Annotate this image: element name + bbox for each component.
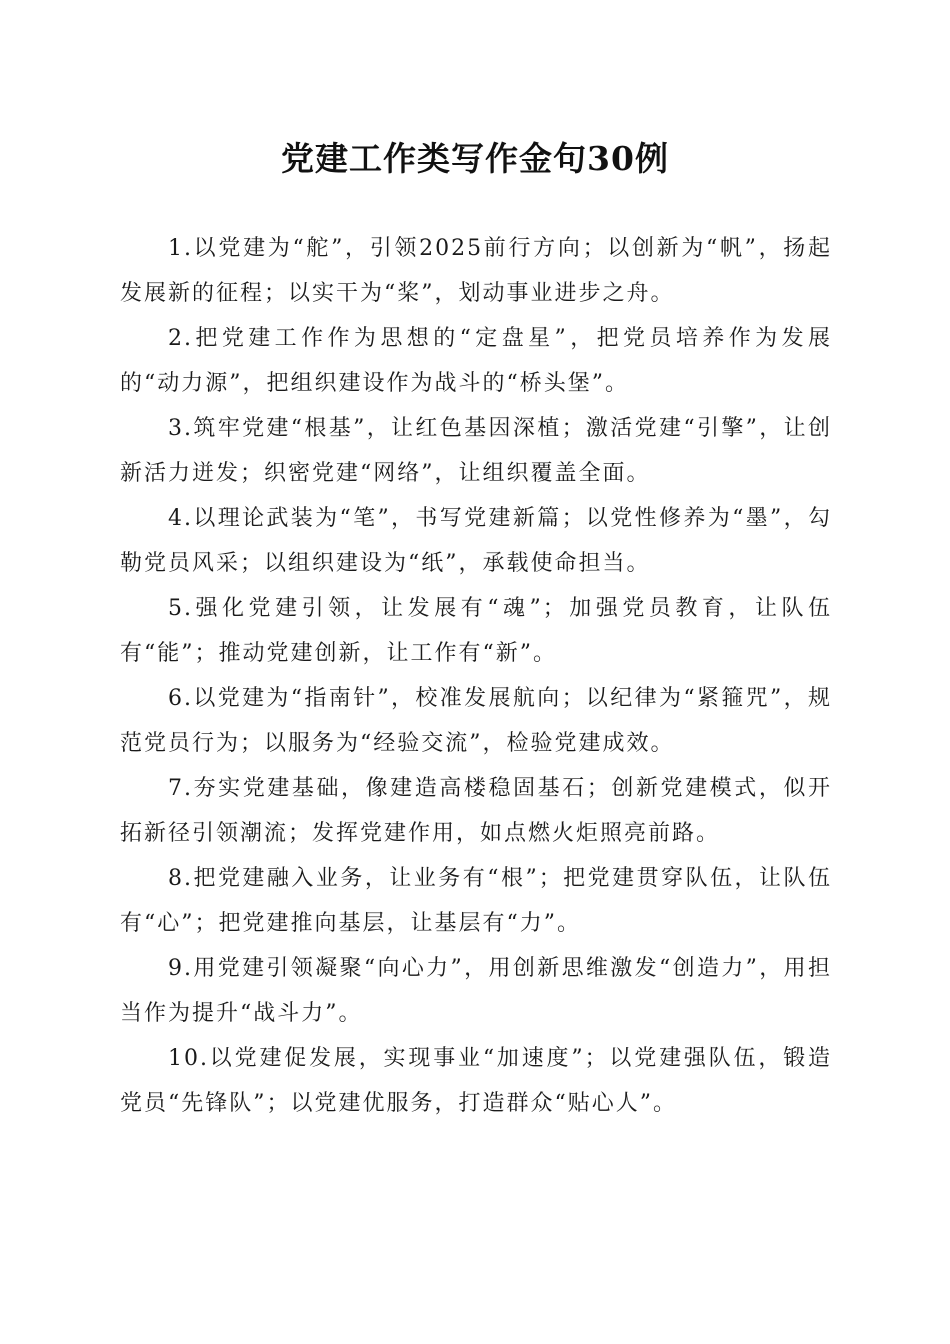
paragraph-4: 4.以理论武装为“笔”，书写党建新篇；以党性修养为“墨”，勾勒党员风采；以组织建设为“纸”，承载使命担当。 (120, 506, 832, 576)
paragraph-9: 9.用党建引领凝聚“向心力”，用创新思维激发“创造力”，用担当作为提升“战斗力”。 (120, 956, 832, 1026)
paragraph-10: 10.以党建促发展，实现事业“加速度”；以党建强队伍，锻造党员“先锋队”；以党建优服务，打造群众“贴心人”。 (120, 1046, 832, 1116)
paragraph-7: 7.夯实党建基础，像建造高楼稳固基石；创新党建模式，似开拓新径引领潮流；发挥党建作用，如点燃火炬照亮前路。 (120, 776, 832, 846)
paragraph-6: 6.以党建为“指南针”，校准发展航向；以纪律为“紧箍咒”，规范党员行为；以服务为“经验交流”，检验党建成效。 (120, 686, 832, 756)
document-title: 党建工作类写作金句30例 (281, 139, 669, 178)
paragraph-5: 5.强化党建引领，让发展有“魂”；加强党员教育，让队伍有“能”；推动党建创新，让工作有“新”。 (120, 596, 832, 666)
paragraph-3: 3.筑牢党建“根基”，让红色基因深植；激活党建“引擎”，让创新活力迸发；织密党建“网络”，让组织覆盖全面。 (120, 416, 832, 486)
document-body (120, 226, 832, 1126)
paragraph-2: 2.把党建工作作为思想的“定盘星”，把党员培养作为发展的“动力源”，把组织建设作为战斗的“桥头堡”。 (120, 326, 832, 396)
paragraph-1: 1.以党建为“舵”，引领2025前行方向；以创新为“帆”，扬起发展新的征程；以实干为“桨”，划动事业进步之舟。 (120, 236, 832, 306)
paragraph-8: 8.把党建融入业务，让业务有“根”；把党建贯穿队伍，让队伍有“心”；把党建推向基层，让基层有“力”。 (120, 866, 832, 936)
